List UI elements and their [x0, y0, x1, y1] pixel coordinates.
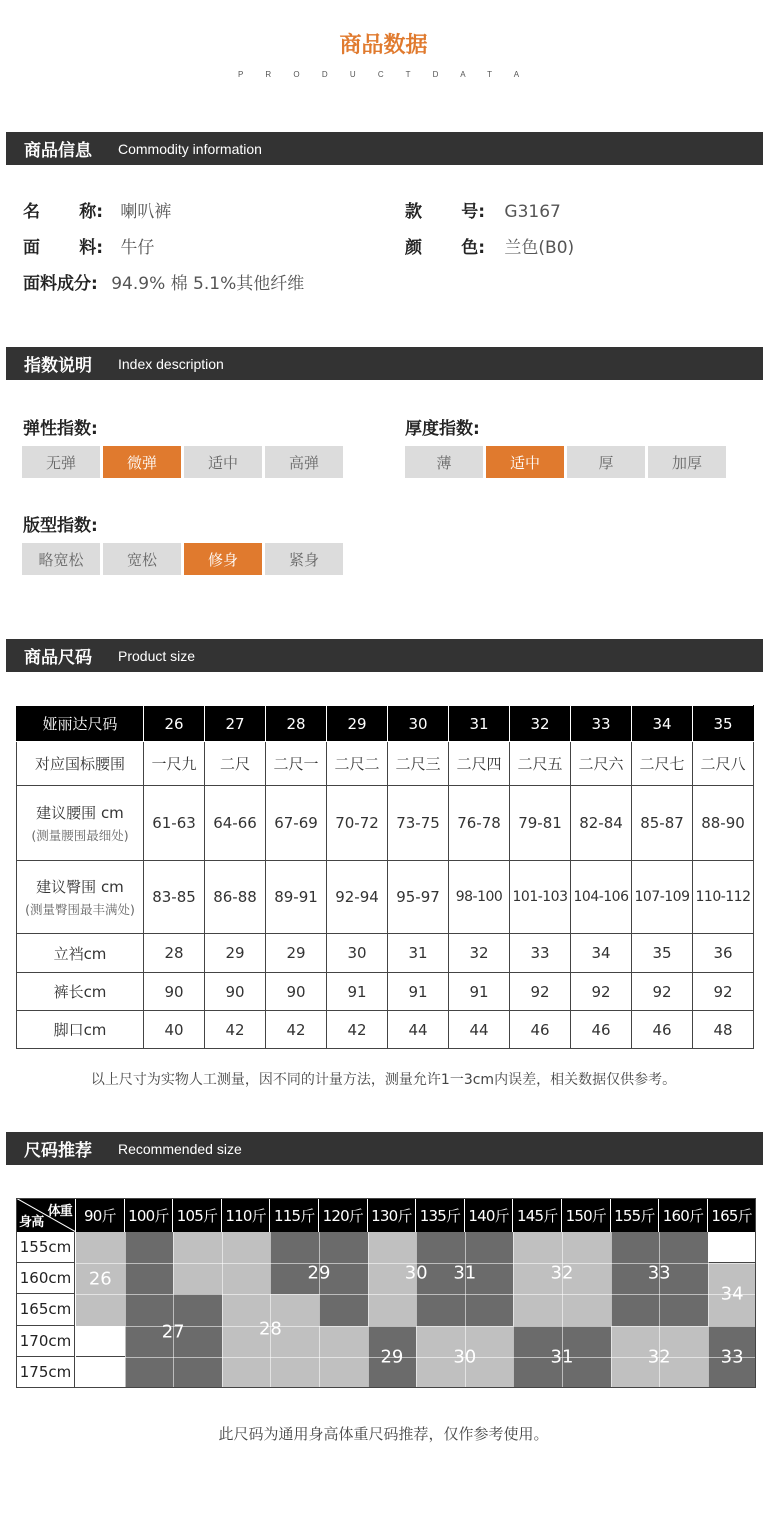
- table-cell: 73-75: [388, 786, 449, 861]
- table-cell: 85-87: [632, 786, 693, 861]
- table-cell: 91: [327, 973, 388, 1011]
- table-cell: 92: [571, 973, 632, 1011]
- size-note: 以上尺寸为实物人工测量，因不同的计量方法，测量允许1一3cm内误差，相关数据仅供参考。: [90, 1072, 677, 1088]
- size-header-cell: 29: [327, 706, 388, 742]
- recommend-cell: [368, 1294, 417, 1325]
- table-cell: 91: [449, 973, 510, 1011]
- recommend-cell: [562, 1232, 611, 1263]
- table-row: [17, 742, 754, 786]
- grid-line: [416, 1232, 417, 1388]
- table-cell: 二尺三: [388, 742, 449, 786]
- recommend-cell: [659, 1294, 708, 1325]
- fit-options: [22, 543, 343, 575]
- section-title-cn: 商品尺码: [24, 648, 92, 668]
- weight-header-cell: 130斤: [368, 1198, 417, 1232]
- recommend-cell: [319, 1232, 368, 1263]
- recommend-chart: [16, 1198, 754, 1388]
- table-cell: 二尺五: [510, 742, 571, 786]
- table-cell: 67-69: [266, 786, 327, 861]
- table-cell: 92: [693, 973, 754, 1011]
- size-header-cell: 30: [388, 706, 449, 742]
- recommend-cell: [173, 1357, 222, 1388]
- grid-line: [708, 1232, 709, 1388]
- thickness-label: 厚度指数:: [405, 419, 480, 439]
- table-cell: 二尺八: [693, 742, 754, 786]
- recommend-size-label: 28: [258, 1318, 282, 1340]
- table-cell: 92-94: [327, 861, 388, 934]
- grid-line: [76, 1294, 756, 1295]
- info-name: [23, 197, 171, 222]
- table-cell: 40: [144, 1011, 205, 1049]
- grid-line: [611, 1232, 612, 1388]
- grid-line: [513, 1232, 514, 1388]
- recommend-cell: [319, 1357, 368, 1388]
- elasticity-label: 弹性指数:: [23, 419, 98, 439]
- table-cell: 二尺一: [266, 742, 327, 786]
- weight-header-cell: 165斤: [708, 1198, 757, 1232]
- table-cell: 30: [327, 934, 388, 973]
- section-title-en: Commodity information: [118, 140, 262, 157]
- recommend-cell: [222, 1232, 271, 1263]
- weight-header-cell: 140斤: [465, 1198, 514, 1232]
- table-cell: 90: [266, 973, 327, 1011]
- info-style-value: G3167: [504, 202, 561, 222]
- table-cell: 92: [510, 973, 571, 1011]
- table-cell: 34: [571, 934, 632, 973]
- grid-line: [319, 1232, 320, 1388]
- table-cell: 二尺六: [571, 742, 632, 786]
- recommend-cell: [611, 1232, 660, 1263]
- weight-header-cell: 155斤: [611, 1198, 660, 1232]
- page-title: 商品数据: [339, 33, 428, 58]
- recommend-cell: [562, 1294, 611, 1325]
- table-cell: 二尺: [205, 742, 266, 786]
- table-cell: 32: [449, 934, 510, 973]
- page-subtitle: P R O D U C T D A T A: [237, 70, 530, 79]
- recommend-cell: [319, 1294, 368, 1325]
- grid-line: [270, 1232, 271, 1388]
- recommend-corner: [16, 1198, 76, 1232]
- table-cell: 98-100: [449, 861, 510, 934]
- elasticity-option: 适中: [184, 446, 262, 478]
- row-label: 建议臀围 cm (测量臀围最丰满处): [17, 861, 144, 934]
- table-cell: 89-91: [266, 861, 327, 934]
- weight-header-cell: 135斤: [416, 1198, 465, 1232]
- weight-header-cell: 105斤: [173, 1198, 222, 1232]
- size-header-cell: 32: [510, 706, 571, 742]
- size-header-cell: 27: [205, 706, 266, 742]
- recommend-cell: [76, 1357, 125, 1388]
- table-cell: 29: [205, 934, 266, 973]
- recommend-cell: [513, 1232, 562, 1263]
- recommend-size-label: 32: [647, 1346, 671, 1368]
- table-cell: 83-85: [144, 861, 205, 934]
- recommend-cell: [270, 1357, 319, 1388]
- recommend-size-label: 30: [404, 1262, 428, 1284]
- info-fabric-value: 牛仔: [120, 238, 155, 258]
- recommend-cell: [465, 1232, 514, 1263]
- grid-line: [125, 1232, 126, 1388]
- info-color: [405, 233, 574, 258]
- grid-line: [222, 1232, 223, 1388]
- table-row: [17, 934, 754, 973]
- section-title-en: Index description: [118, 355, 224, 372]
- info-color-label: 颜 色:: [405, 238, 485, 258]
- table-cell: 95-97: [388, 861, 449, 934]
- size-table-header-label: 娅丽达尺码: [17, 706, 144, 742]
- height-row-label: 165cm: [16, 1294, 75, 1325]
- recommend-cell: [368, 1232, 417, 1263]
- recommend-cell: [76, 1232, 125, 1263]
- table-cell: 104-106: [571, 861, 632, 934]
- recommend-size-label: 29: [307, 1262, 331, 1284]
- table-row: [17, 1011, 754, 1049]
- recommend-cell: [611, 1294, 660, 1325]
- recommend-cell: [76, 1326, 125, 1357]
- table-cell: 101-103: [510, 861, 571, 934]
- table-cell: 36: [693, 934, 754, 973]
- row-label: 建议腰围 cm (测量腰围最细处): [17, 786, 144, 861]
- section-title-cn: 商品信息: [24, 141, 92, 161]
- table-cell: 31: [388, 934, 449, 973]
- table-cell: 61-63: [144, 786, 205, 861]
- recommend-size-label: 29: [380, 1346, 404, 1368]
- recommend-cell: [173, 1263, 222, 1294]
- recommend-cell: [125, 1357, 174, 1388]
- recommend-note: 此尺码为通用身高体重尺码推荐，仅作参考使用。: [218, 1425, 549, 1443]
- info-fabric-label: 面 料:: [23, 238, 103, 258]
- size-header-cell: 26: [144, 706, 205, 742]
- table-cell: 82-84: [571, 786, 632, 861]
- row-label: 立裆cm: [17, 934, 144, 973]
- table-cell: 107-109: [632, 861, 693, 934]
- table-cell: 110-112: [693, 861, 754, 934]
- table-cell: 76-78: [449, 786, 510, 861]
- recommend-cell: [173, 1232, 222, 1263]
- thickness-option: 加厚: [648, 446, 726, 478]
- recommend-size-label: 34: [720, 1283, 744, 1305]
- size-header-cell: 31: [449, 706, 510, 742]
- recommend-cell: [222, 1263, 271, 1294]
- recommend-cell: [659, 1232, 708, 1263]
- section-bar-size: [6, 639, 763, 672]
- table-cell: 46: [632, 1011, 693, 1049]
- table-cell: 33: [510, 934, 571, 973]
- table-cell: 48: [693, 1011, 754, 1049]
- weight-header-cell: 115斤: [270, 1198, 319, 1232]
- corner-height-label: 身高: [19, 1215, 44, 1230]
- table-cell: 二尺四: [449, 742, 510, 786]
- recommend-cell: [319, 1326, 368, 1357]
- table-row: [17, 973, 754, 1011]
- table-cell: 90: [205, 973, 266, 1011]
- table-cell: 88-90: [693, 786, 754, 861]
- table-cell: 29: [266, 934, 327, 973]
- weight-header-cell: 145斤: [513, 1198, 562, 1232]
- recommend-cell: [125, 1232, 174, 1263]
- weight-header-cell: 100斤: [125, 1198, 174, 1232]
- table-cell: 28: [144, 934, 205, 973]
- recommend-cell: [76, 1294, 125, 1325]
- table-cell: 44: [388, 1011, 449, 1049]
- table-cell: 46: [571, 1011, 632, 1049]
- recommend-size-label: 30: [453, 1346, 477, 1368]
- recommend-cell: [416, 1294, 465, 1325]
- thickness-option: 厚: [567, 446, 645, 478]
- grid-line: [173, 1232, 174, 1388]
- recommend-cell: [465, 1294, 514, 1325]
- recommend-cell: [416, 1232, 465, 1263]
- weight-header-cell: 90斤: [76, 1198, 125, 1232]
- grid-line: [368, 1232, 369, 1388]
- recommend-size-label: 27: [161, 1321, 185, 1343]
- height-row-label: 155cm: [16, 1232, 75, 1263]
- row-label: 对应国标腰围: [17, 742, 144, 786]
- thickness-option: 适中: [486, 446, 564, 478]
- size-header-cell: 28: [266, 706, 327, 742]
- table-cell: 46: [510, 1011, 571, 1049]
- info-name-value: 喇叭裤: [120, 202, 172, 222]
- table-cell: 44: [449, 1011, 510, 1049]
- height-row-label: 170cm: [16, 1326, 75, 1357]
- weight-header-cell: 110斤: [222, 1198, 271, 1232]
- recommend-size-label: 33: [720, 1346, 744, 1368]
- info-composition-value: 94.9% 棉 5.1%其他纤维: [111, 274, 305, 294]
- recommend-size-label: 32: [550, 1262, 574, 1284]
- size-header-cell: 35: [693, 706, 754, 742]
- recommend-cell: [708, 1232, 757, 1263]
- fit-option: 紧身: [265, 543, 343, 575]
- section-bar-index: [6, 347, 763, 380]
- table-cell: 92: [632, 973, 693, 1011]
- table-cell: 42: [266, 1011, 327, 1049]
- fit-option: 略宽松: [22, 543, 100, 575]
- recommend-cell: [513, 1294, 562, 1325]
- size-table: [16, 705, 754, 1049]
- recommend-cell: [125, 1263, 174, 1294]
- info-style: [405, 197, 561, 222]
- row-label: 脚口cm: [17, 1011, 144, 1049]
- corner-weight-label: 体重: [47, 1204, 72, 1219]
- section-title-en: Product size: [118, 647, 196, 664]
- recommend-cell: [222, 1357, 271, 1388]
- weight-header-cell: 150斤: [562, 1198, 611, 1232]
- table-row: [17, 861, 754, 934]
- table-cell: 64-66: [205, 786, 266, 861]
- info-fabric: [23, 233, 154, 258]
- info-name-label: 名 称:: [23, 202, 103, 222]
- elasticity-option: 微弹: [103, 446, 181, 478]
- fit-label: 版型指数:: [23, 516, 98, 536]
- weight-header-cell: 160斤: [659, 1198, 708, 1232]
- table-cell: 79-81: [510, 786, 571, 861]
- section-title-en: Recommended size: [118, 1140, 242, 1157]
- height-row-label: 160cm: [16, 1263, 75, 1294]
- section-title-cn: 指数说明: [24, 356, 92, 376]
- table-cell: 一尺九: [144, 742, 205, 786]
- recommend-size-label: 33: [647, 1262, 671, 1284]
- thickness-options: [405, 446, 726, 478]
- table-cell: 70-72: [327, 786, 388, 861]
- elasticity-options: [22, 446, 343, 478]
- height-row-label: 175cm: [16, 1357, 75, 1388]
- elasticity-option: 无弹: [22, 446, 100, 478]
- table-cell: 86-88: [205, 861, 266, 934]
- info-composition: [23, 269, 304, 294]
- info-color-value: 兰色(B0): [504, 238, 575, 258]
- recommend-size-label: 26: [88, 1268, 112, 1290]
- size-header-cell: 34: [632, 706, 693, 742]
- table-cell: 42: [327, 1011, 388, 1049]
- elasticity-option: 高弹: [265, 446, 343, 478]
- table-cell: 35: [632, 934, 693, 973]
- recommend-size-label: 31: [550, 1346, 574, 1368]
- section-bar-commodity: [6, 132, 763, 165]
- info-style-label: 款 号:: [405, 202, 485, 222]
- table-cell: 二尺二: [327, 742, 388, 786]
- thickness-option: 薄: [405, 446, 483, 478]
- recommend-size-label: 31: [453, 1262, 477, 1284]
- table-cell: 二尺七: [632, 742, 693, 786]
- row-label: 裤长cm: [17, 973, 144, 1011]
- fit-option: 修身: [184, 543, 262, 575]
- table-cell: 91: [388, 973, 449, 1011]
- table-cell: 90: [144, 973, 205, 1011]
- recommend-cell: [270, 1232, 319, 1263]
- info-composition-label: 面料成分:: [23, 274, 98, 294]
- section-bar-recommend: [6, 1132, 763, 1165]
- size-header-cell: 33: [571, 706, 632, 742]
- weight-header-cell: 120斤: [319, 1198, 368, 1232]
- size-table-header-row: [17, 706, 754, 742]
- section-title-cn: 尺码推荐: [24, 1141, 92, 1161]
- fit-option: 宽松: [103, 543, 181, 575]
- table-cell: 42: [205, 1011, 266, 1049]
- table-row: [17, 786, 754, 861]
